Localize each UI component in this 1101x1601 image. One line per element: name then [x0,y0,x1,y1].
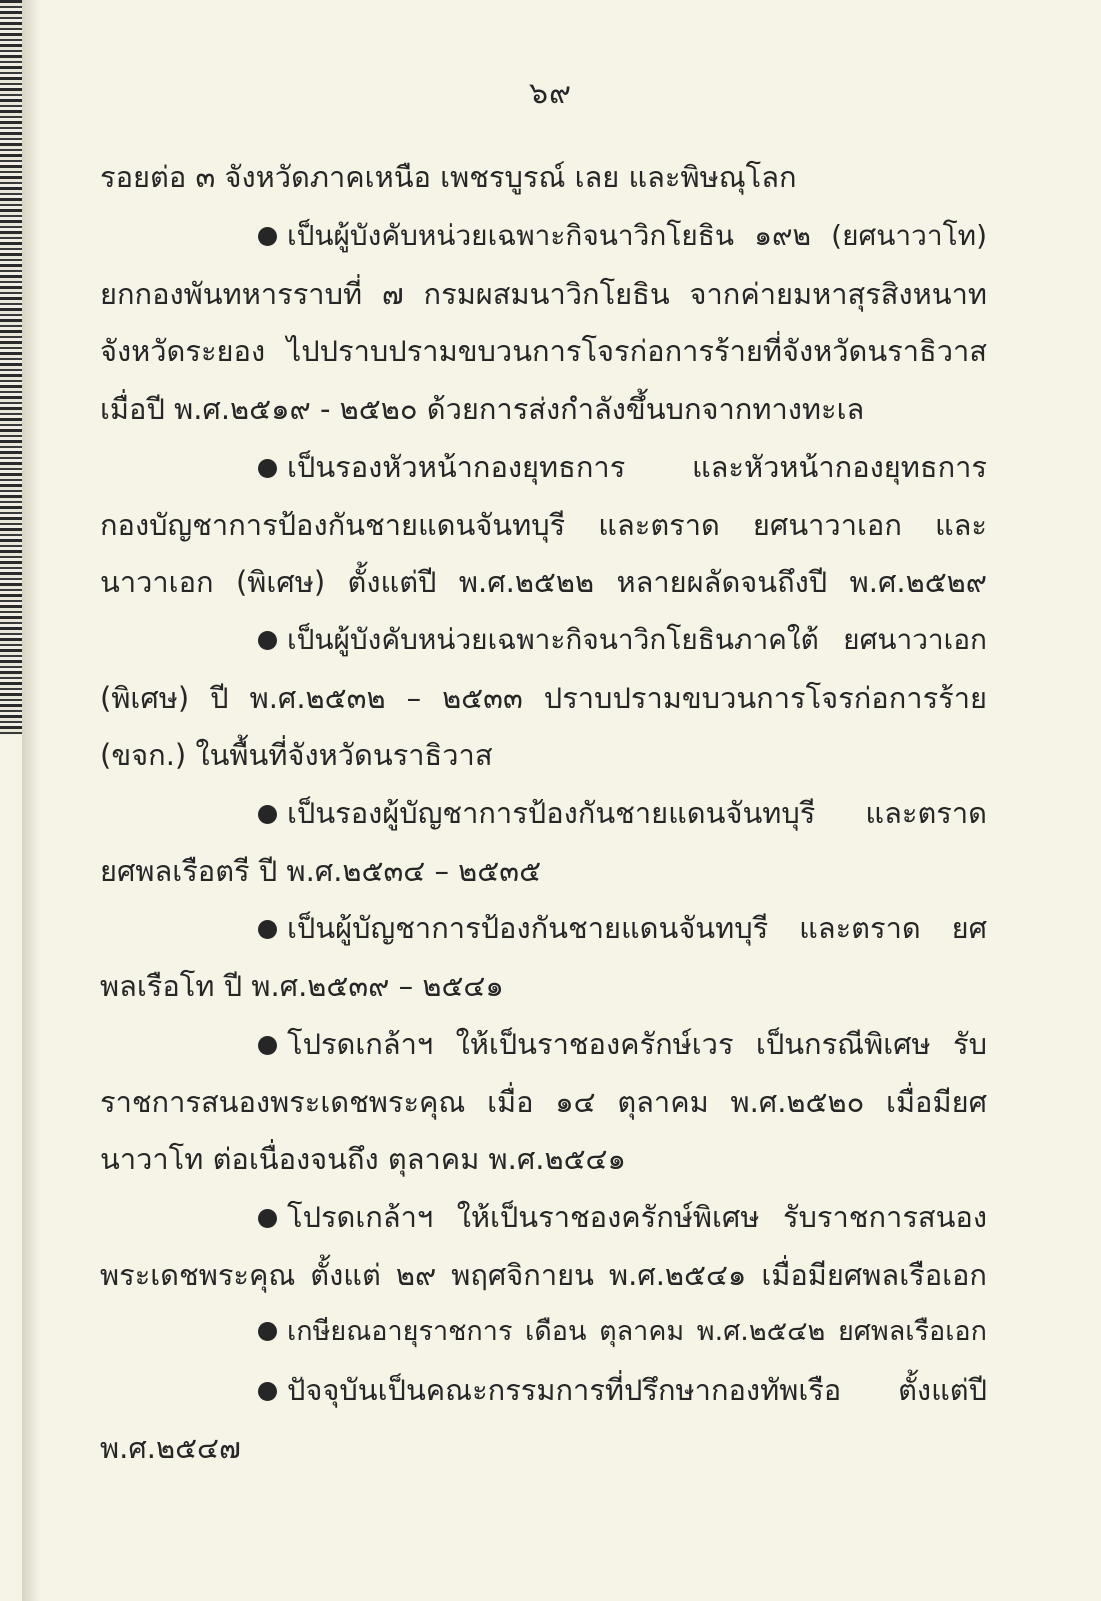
bullet-line [258,216,987,256]
bullet-icon [258,227,277,246]
bullet-line [258,1312,987,1352]
text-line: โปรดเกล้าฯ ให้เป็นราชองครักษ์พิเศษ รับราชการสนอง [287,1200,987,1234]
bullet-icon [258,1036,277,1055]
text-line: เกษียณอายุราชการ เดือน ตุลาคม พ.ศ.๒๕๔๒ ยศพลเรือเอก [287,1316,987,1347]
text-line: ปัจจุบันเป็นคณะกรรมการที่ปรึกษากองทัพเรือ ตั้งแต่ปี [287,1373,987,1407]
text-line: เมื่อปี พ.ศ.๒๕๑๙ - ๒๕๒๐ ด้วยการส่งกำลังขึ้นบกจากทางทะเล [100,392,865,426]
text-line: พ.ศ.๒๕๔๗ [100,1431,241,1465]
bullet-line [258,1024,987,1064]
bullet-icon [258,631,277,650]
bullet-icon [258,1382,277,1401]
page-gutter-shadow [22,0,40,1601]
text-line: เป็นรองผู้บัญชาการป้องกันชายแดนจันทบุรี และตราด [287,796,987,830]
bullet-line [258,793,987,833]
bullet-icon [258,459,277,478]
bullet-line [258,1370,987,1410]
bullet-line [258,908,987,948]
text-line: (พิเศษ) ปี พ.ศ.๒๕๓๒ – ๒๕๓๓ ปราบปรามขบวนการโจรก่อการร้าย [100,681,987,715]
text-line: เป็นผู้บัญชาการป้องกันชายแดนจันทบุรี และตราด ยศ [287,911,987,945]
text-line: (ขจก.) ในพื้นที่จังหวัดนราธิวาส [100,738,493,772]
text-line: เป็นรองหัวหน้ากองยุทธการ และหัวหน้ากองยุทธการ [287,450,987,484]
page-number: ๖๙ [528,76,572,111]
bullet-icon [258,805,277,824]
bullet-icon [258,1322,277,1341]
bullet-icon [258,1209,277,1228]
text-line: เป็นผู้บังคับหน่วยเฉพาะกิจนาวิกโยธิน ๑๙๒ (ยศนาวาโท) [287,219,987,252]
bullet-line [258,447,987,487]
text-line: โปรดเกล้าฯ ให้เป็นราชองครักษ์เวร เป็นกรณีพิเศษ รับ [287,1027,987,1061]
text-line: ยศพลเรือตรี ปี พ.ศ.๒๕๓๔ – ๒๕๓๕ [100,854,542,888]
text-line: จังหวัดระยอง ไปปราบปรามขบวนการโจรก่อการร้ายที่จังหวัดนราธิวาส [100,334,987,368]
text-line: ราชการสนองพระเดชพระคุณ เมื่อ ๑๔ ตุลาคม พ.ศ.๒๕๒๐ เมื่อมียศ [100,1085,987,1119]
text-line: ยกกองพันทหารราบที่ ๗ กรมผสมนาวิกโยธิน จากค่ายมหาสุรสิงหนาท [100,277,987,311]
bullet-line [258,620,987,660]
text-line: พลเรือโท ปี พ.ศ.๒๕๓๙ – ๒๕๔๑ [100,969,504,1003]
text-line: เป็นผู้บังคับหน่วยเฉพาะกิจนาวิกโยธินภาคใต้ ยศนาวาเอก [287,623,987,656]
text-line: รอยต่อ ๓ จังหวัดภาคเหนือ เพชรบูรณ์ เลย และพิษณุโลก [100,160,797,194]
text-line: กองบัญชาการป้องกันชายแดนจันทบุรี และตราด ยศนาวาเอก และ [100,508,987,542]
bullet-icon [258,920,277,939]
text-line: นาวาเอก (พิเศษ) ตั้งแต่ปี พ.ศ.๒๕๒๒ หลายผลัดจนถึงปี พ.ศ.๒๕๒๙ [100,565,987,599]
text-line: นาวาโท ต่อเนื่องจนถึง ตุลาคม พ.ศ.๒๕๔๑ [100,1142,626,1176]
bullet-line [258,1197,987,1237]
text-line: พระเดชพระคุณ ตั้งแต่ ๒๙ พฤศจิกายน พ.ศ.๒๕๔๑ เมื่อมียศพลเรือเอก [100,1258,987,1292]
